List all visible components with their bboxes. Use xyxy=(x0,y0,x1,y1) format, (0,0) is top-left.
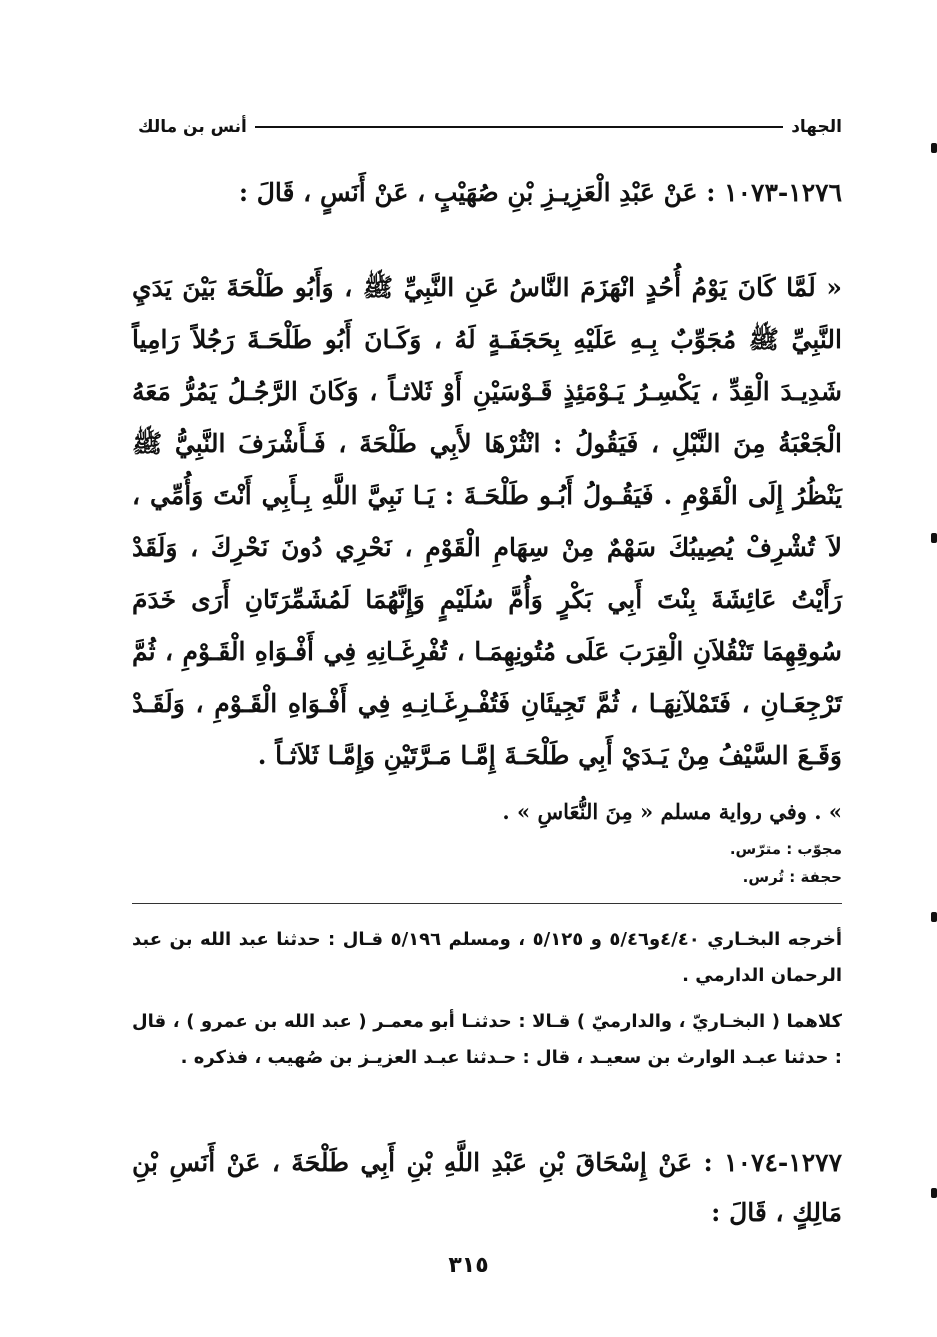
running-header xyxy=(138,112,842,142)
takhrij-paragraph: أخرجه البخـاري ٤/٤٠و٥/٤٦ و ٥/١٢٥ ، ومسلم ٥/١٩٦ قـال : حدثنا عبد الله بن عبد الرحمان الدارمي . xyxy=(132,929,843,986)
hadith-1276-heading: ١٢٧٦-١٠٧٣ : عَنْ عَبْدِ الْعَزِيـزِ بْنِ صُهَيْبٍ ، عَنْ أَنَسٍ ، قَالَ : xyxy=(238,178,842,207)
header-narrator: أنس بن مالك xyxy=(138,117,247,137)
section-divider xyxy=(132,903,842,904)
header-rule xyxy=(255,126,783,128)
header-chapter: الجهاد xyxy=(791,117,842,137)
glossary-item: مجوّب : مترّس. xyxy=(729,840,842,858)
glossary-item: حجفة : تُرس. xyxy=(742,868,842,886)
takhrij-paragraph: كلاهما ( البخـاريّ ، والدارميّ ) قـالا : حدثنـا أبو معمـر ( عبد الله بن عمرو ) ، قال : حدثنا عبـد الوارث بن سعيـد ، قال : حـدثنا عبـد العزيـز بن صُهيب ، فذكره . xyxy=(132,1011,842,1068)
margin-mark xyxy=(931,912,937,922)
margin-mark xyxy=(931,143,937,153)
page-number: ٣١٥ xyxy=(448,1253,489,1278)
margin-mark xyxy=(931,533,937,543)
margin-mark xyxy=(931,1188,937,1198)
hadith-1276-rivayah: » . وفي رواية مسلم « مِنَ النُّعَاسِ » . xyxy=(502,799,842,824)
hadith-1277-heading: ١٢٧٧-١٠٧٤ : عَنْ إِسْحَاقَ بْنِ عَبْدِ اللَّهِ بْنِ أَبِي طَلْحَةَ ، عَنْ أَنَسِ بْنِ مَالِكٍ ، قَالَ : xyxy=(132,1148,842,1227)
hadith-1276-text: « لَمَّا كَانَ يَوْمُ أُحُدٍ انْهَزَمَ النَّاسُ عَنِ النَّبِيِّ ﷺ ، وَأَبُو طَلْحَةَ بَيْنَ يَدَيِ النَّبِيِّ ﷺ مُجَوِّبٌ بِـهِ عَلَيْهِ بِحَجَفَـةٍ لَهُ ، وَكَـانَ أَبُو طَلْحَـةَ رَجُلاً رَامِياً شَدِيـدَ الْقِدِّ ، يَكْسِـرُ يَـوْمَئِذٍ قَـوْسَيْنِ أَوْ ثَلاثـاً ، وَكَانَ الرَّجُـلُ يَمُرُّ مَعَهُ الْجَعْبَةُ مِنَ النَّبْلِ ، فَيَقُولُ : انْثُرْهَا لأَبِي طَلْحَةَ ، فَـأَشْرَفَ النَّبِيُّ ﷺ يَنْظُرُ إِلَى الْقَوْمِ . فَيَقُـولُ أَبُـو طَلْحَـةَ : يَـا نَبِيَّ اللَّهِ بِـأَبِي أَنْتَ وَأُمِّي ، لاَ تُشْرِفْ يُصِيبُكَ سَهْمٌ مِنْ سِهَامِ الْقَوْمِ ، نَحْرِي دُونَ نَحْرِكَ ، وَلَقَدْ رَأَيْتُ عَائِشَةَ بِنْتَ أَبِي بَكْرٍ وَأُمَّ سُلَيْمٍ وَإِنَّهُمَا لَمُشَمِّرَتَانِ أَرَى خَدَمَ سُوقِهِمَا تَنْقُلاَنِ الْقِرَبَ عَلَى مُتُونِهِمَـا ، تُفْرِغَـانِهِ فِي أَفْـوَاهِ الْقَـوْمِ ، ثُمَّ تَرْجِعَـانِ ، فَتَمْلآنِهَـا ، ثُمَّ تَجِيئَانِ فَتُفْـرِغَـانِـهِ فِي أَفْـوَاهِ الْقَـوْمِ ، وَلَقَـدْ وَقَـعَ السَّيْفُ مِنْ يَـدَيْ أَبِي طَلْحَـةَ إِمَّـا مَـرَّتَيْنِ وَإِمَّـا ثَلاَثـاً . xyxy=(132,273,842,770)
